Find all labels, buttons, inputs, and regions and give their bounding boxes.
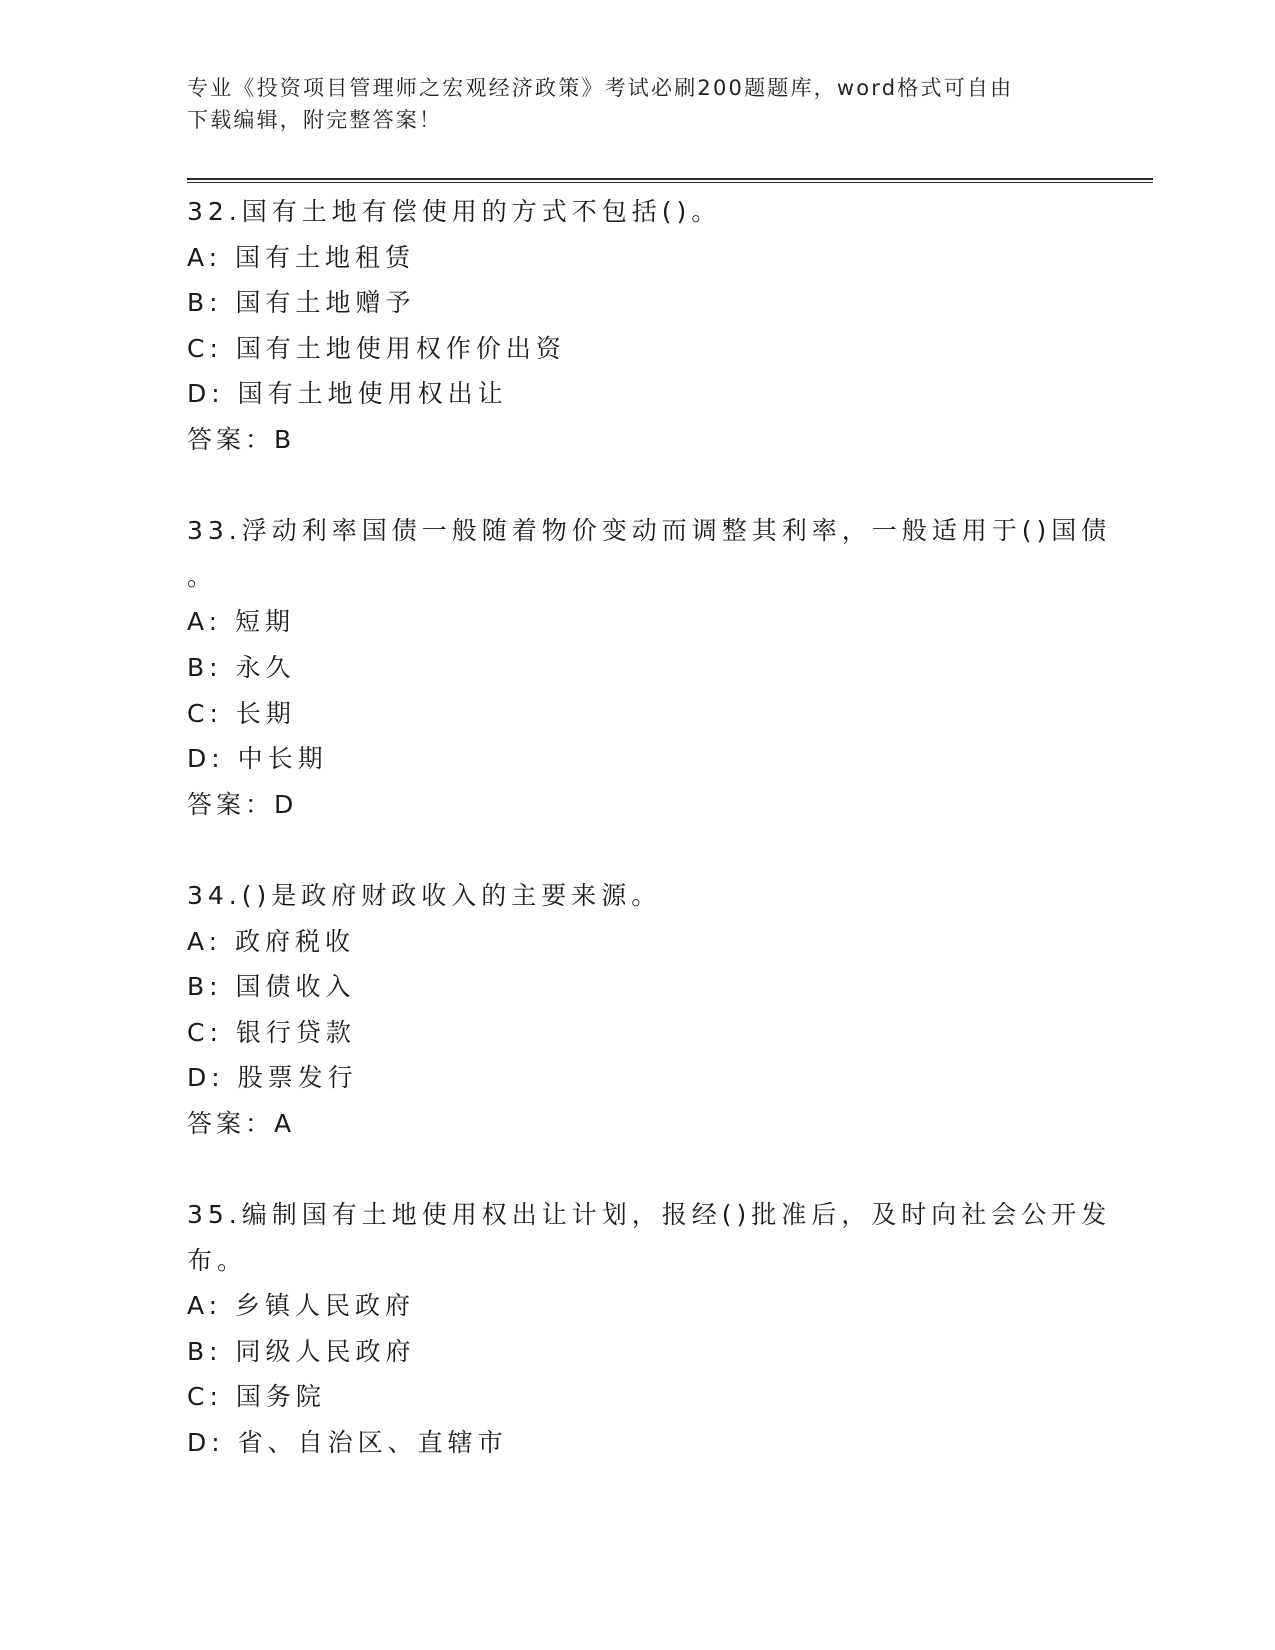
option-a: A: 乡镇人民政府	[187, 1291, 416, 1321]
question-list	[187, 189, 1112, 1466]
question-block	[187, 508, 1112, 827]
question-text: 35.编制国有土地使用权出让计划，报经()批准后，及时向社会公开发	[187, 1200, 1112, 1230]
header-divider	[187, 178, 1153, 183]
option-d: D: 国有土地使用权出让	[187, 379, 508, 409]
spacer	[187, 827, 1087, 873]
answer-line: 答案：D	[187, 789, 298, 819]
option-c: C: 国有土地使用权作价出资	[187, 333, 566, 363]
option-c: C: 银行贷款	[187, 1017, 356, 1047]
question-block	[187, 873, 1087, 1147]
option-d: D: 中长期	[187, 744, 328, 774]
option-c: C: 长期	[187, 698, 296, 728]
option-b: B: 国债收入	[187, 972, 356, 1002]
question-text-continued: 。	[187, 561, 218, 591]
option-d: D: 股票发行	[187, 1063, 358, 1093]
answer-line: 答案：B	[187, 424, 296, 454]
question-text: 32.国有土地有偿使用的方式不包括()。	[187, 197, 722, 226]
option-b: B: 同级人民政府	[187, 1336, 416, 1366]
option-a: A: 政府税收	[187, 926, 356, 956]
option-a: A: 短期	[187, 607, 296, 637]
question-block	[187, 1192, 1112, 1466]
question-block	[187, 189, 1087, 463]
question-text: 34.()是政府财政收入的主要来源。	[187, 880, 662, 910]
spacer	[187, 463, 1087, 509]
option-a: A: 国有土地租赁	[187, 242, 416, 272]
spacer	[187, 1146, 1087, 1192]
question-text: 33.浮动利率国债一般随着物价变动而调整其利率，一般适用于()国债	[187, 516, 1112, 546]
question-text-continued: 布。	[187, 1245, 248, 1275]
header-line-1: 专业《投资项目管理师之宏观经济政策》考试必刷200题题库，word格式可自由	[187, 76, 1014, 100]
option-b: B: 国有土地赠予	[187, 288, 416, 318]
option-b: B: 永久	[187, 652, 296, 682]
header-line-2: 下载编辑，附完整答案！	[187, 108, 443, 132]
answer-line: 答案：A	[187, 1108, 296, 1138]
option-c: C: 国务院	[187, 1382, 326, 1412]
document-header	[187, 72, 1087, 136]
option-d: D: 省、自治区、直辖市	[187, 1428, 508, 1458]
